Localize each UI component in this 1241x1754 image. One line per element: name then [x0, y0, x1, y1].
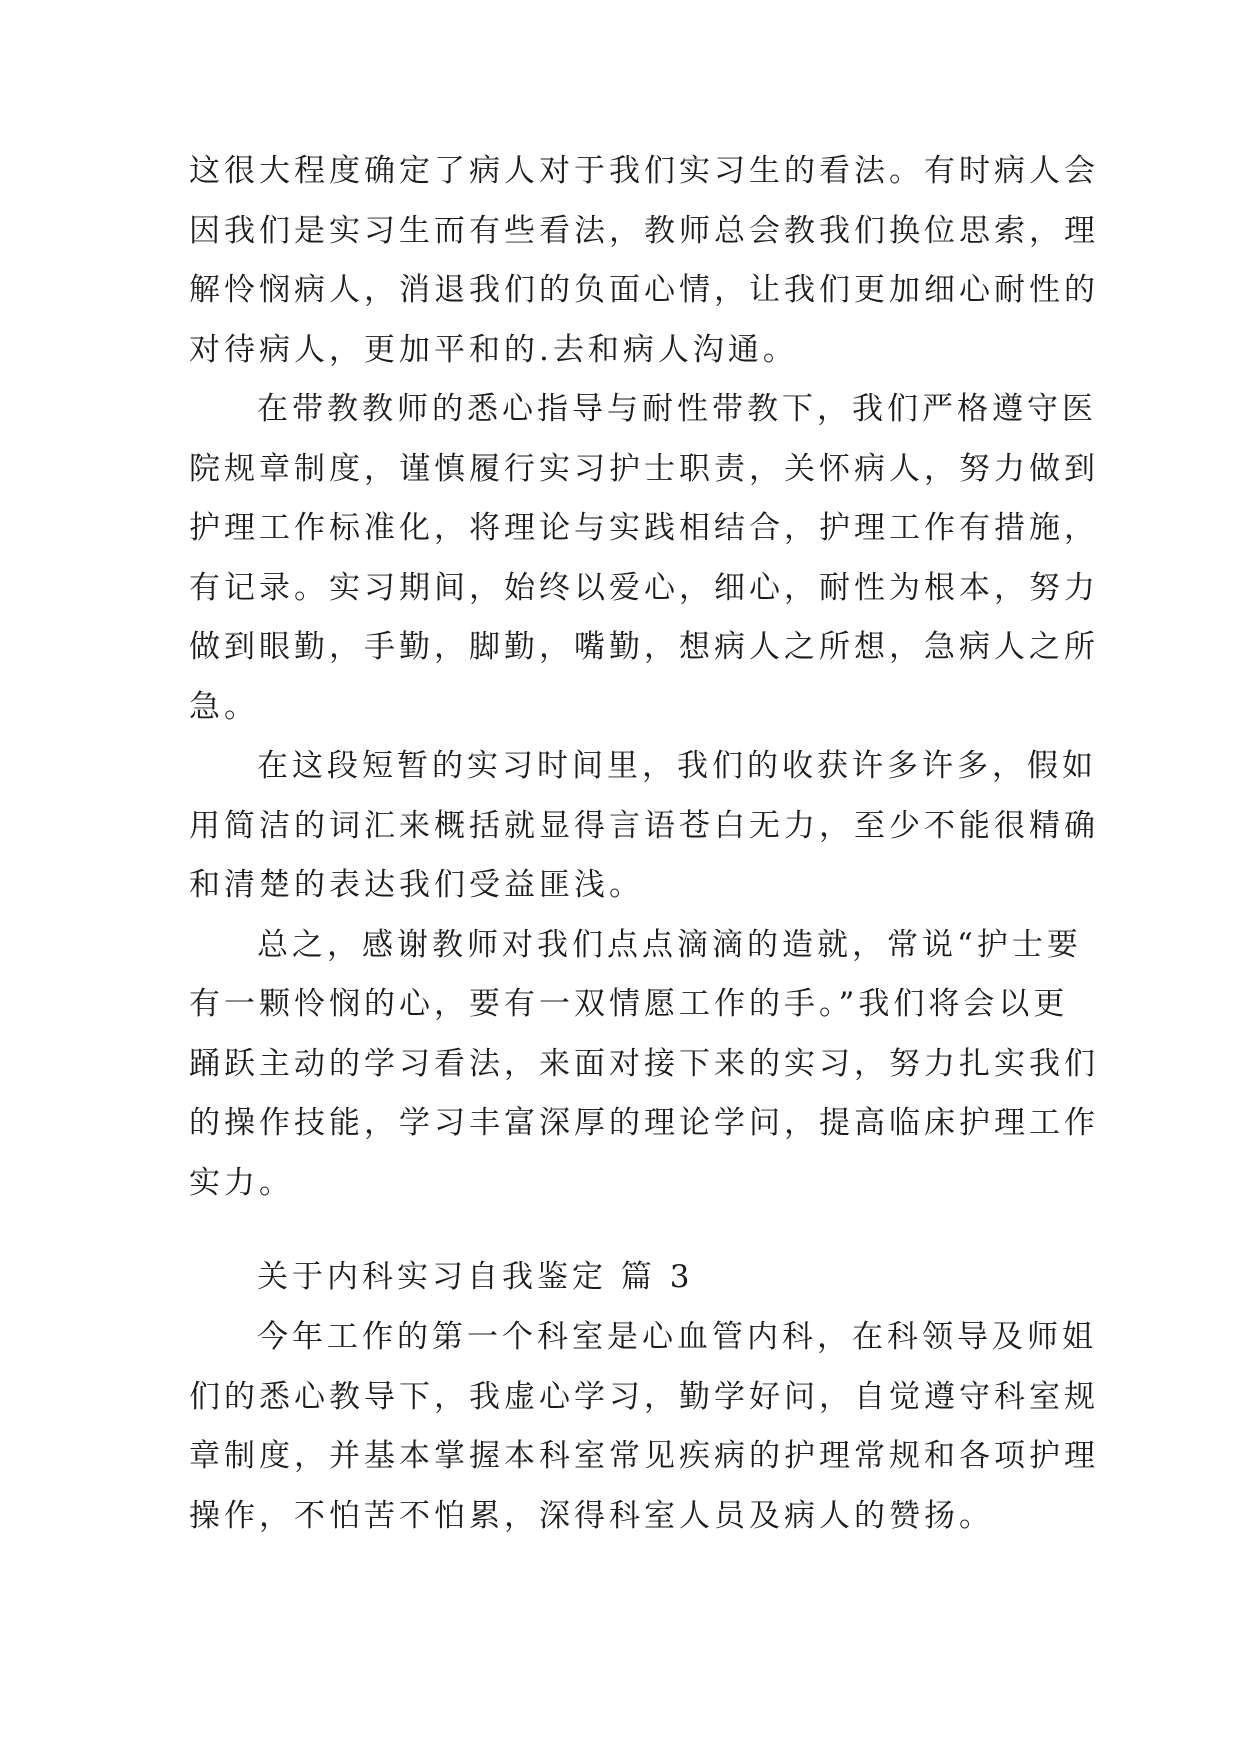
text-line: 有记录。实习期间，始终以爱心，细心，耐性为根本，努力	[189, 569, 1099, 606]
paragraph-first-line: 在这段短暂的实习时间里，我们的收获许多许多，假如	[257, 748, 1097, 784]
text-line: 院规章制度，谨慎履行实习护士职责，关怀病人，努力做到	[189, 450, 1099, 487]
text-line: 这很大程度确定了病人对于我们实习生的看法。有时病人会	[189, 153, 1099, 189]
body-text-block-two	[189, 1308, 1099, 1546]
text-line: 们的悉心教导下，我虚心学习，勤学好问，自觉遵守科室规	[189, 1378, 1099, 1415]
text-line: 有一颗怜悯的心，要有一双情愿工作的手。”我们将会以更	[189, 986, 1069, 1022]
paragraph-first-line: 在带教教师的悉心指导与耐性带教下，我们严格遵守医	[257, 391, 1097, 427]
text-line: 做到眼勤，手勤，脚勤，嘴勤，想病人之所想，急病人之所	[189, 629, 1099, 665]
text-line: 实力。	[189, 1164, 294, 1201]
text-line: 解怜悯病人，消退我们的负面心情，让我们更加细心耐性的	[189, 272, 1099, 308]
text-line: 因我们是实习生而有些看法，教师总会教我们换位思索，理	[189, 212, 1099, 249]
text-line: 急。	[189, 688, 259, 725]
text-line: 章制度，并基本掌握本科室常见疾病的护理常规和各项护理	[189, 1438, 1099, 1474]
text-line: 对待病人，更加平和的.去和病人沟通。	[189, 331, 798, 368]
paragraph-first-line: 总之，感谢教师对我们点点滴滴的造就，常说“护士要	[257, 926, 1082, 963]
text-line: 的操作技能，学习丰富深厚的理论学问，提高临床护理工作	[189, 1105, 1099, 1141]
text-line: 和清楚的表达我们受益匪浅。	[189, 867, 644, 903]
paragraph-first-line: 今年工作的第一个科室是心血管内科，在科领导及师姐	[257, 1319, 1097, 1355]
body-text-block-one	[189, 142, 1099, 1213]
text-line: 用简洁的词汇来概括就显得言语苍白无力，至少不能很精确	[189, 807, 1099, 844]
text-line: 操作，不怕苦不怕累，深得科室人员及病人的赞扬。	[189, 1497, 994, 1534]
text-line: 踊跃主动的学习看法，来面对接下来的实习，努力扎实我们	[189, 1045, 1099, 1082]
section-heading: 关于内科实习自我鉴定 篇 3	[257, 1259, 694, 1295]
text-line: 护理工作标准化，将理论与实践相结合，护理工作有措施，	[189, 510, 1099, 546]
